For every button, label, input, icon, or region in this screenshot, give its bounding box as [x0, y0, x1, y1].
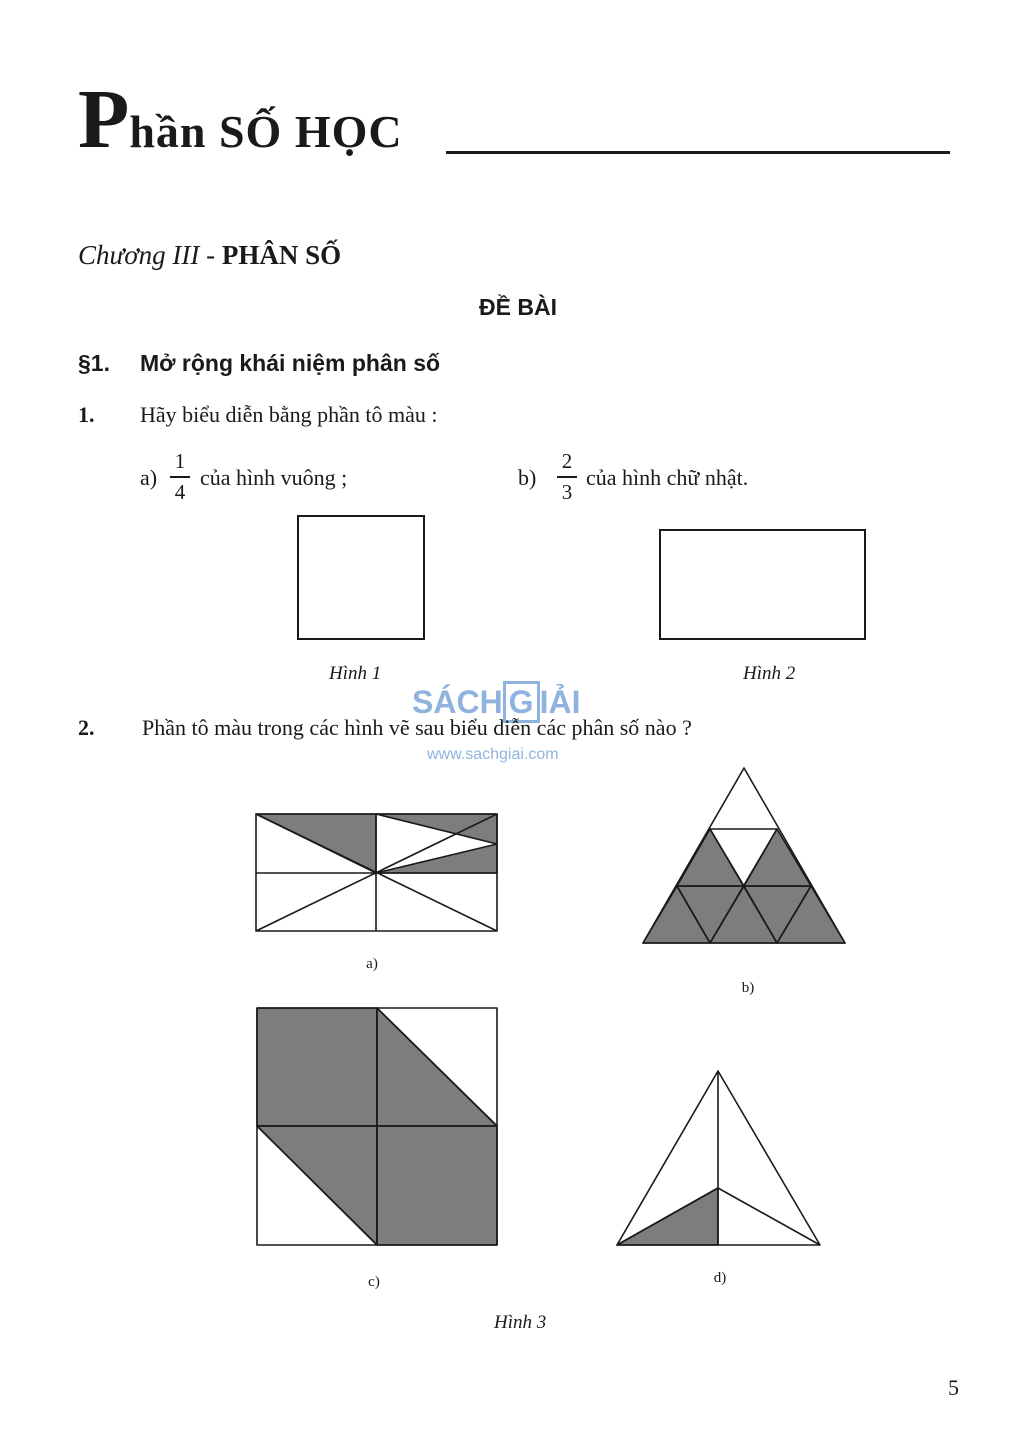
fraction-numerator: 2 — [561, 449, 573, 473]
chapter-separator: - — [199, 240, 222, 270]
exercise-1a-label: a) — [140, 465, 158, 490]
chapter-title: PHÂN SỐ — [221, 240, 342, 270]
figure-2-caption: Hình 2 — [743, 663, 796, 684]
figure-3-caption: Hình 3 — [494, 1312, 547, 1333]
shaded-piece — [376, 844, 497, 873]
figure-3d — [617, 1071, 820, 1245]
exercise-2-number: 2. — [78, 715, 95, 740]
fraction-denominator: 3 — [561, 479, 573, 504]
figure-3c — [257, 1008, 497, 1245]
exercise-1a-text: của hình vuông ; — [200, 465, 348, 490]
figure-3b-label: b) — [741, 980, 755, 996]
figure-1-caption: Hình 1 — [329, 663, 382, 684]
exercises-heading: ĐỀ BÀI — [479, 294, 557, 320]
fraction-denominator: 4 — [174, 479, 186, 504]
exercise-1-text: Hãy biểu diễn bằng phần tô màu : — [140, 402, 438, 427]
figure-3a-label: a) — [366, 956, 378, 972]
part-title-rest: hần SỐ HỌC — [129, 106, 403, 157]
watermark-brand-box: G — [503, 681, 540, 723]
shaded-piece — [677, 829, 744, 886]
exercise-1b-text: của hình chữ nhật. — [586, 465, 749, 490]
shaded-piece — [377, 1126, 497, 1245]
figure-3b — [643, 768, 845, 943]
section-title: Mở rộng khái niệm phân số — [140, 350, 441, 376]
section-number: §1. — [78, 350, 110, 376]
divider — [718, 1188, 820, 1245]
exercise-1b-label: b) — [518, 465, 537, 490]
shaded-piece — [376, 814, 497, 844]
shaded-piece — [257, 1008, 377, 1126]
watermark-url: www.sachgiai.com — [427, 746, 559, 763]
watermark-brand-right: IẢI — [539, 684, 581, 720]
exercise-2-text: Phần tô màu trong các hình vẽ sau biểu diễn các phân số nào ? — [142, 715, 692, 740]
figure-3a — [256, 814, 497, 931]
shaded-piece — [744, 829, 811, 886]
page-number: 5 — [948, 1375, 959, 1400]
fraction-numerator: 1 — [174, 449, 186, 473]
figure-3d-label: d) — [713, 1270, 727, 1286]
part-title-initial: P — [78, 73, 130, 166]
figure-3c-label: c) — [368, 1274, 380, 1290]
exercise-1-number: 1. — [78, 402, 95, 427]
watermark-brand-left: SÁCH — [412, 684, 503, 720]
chapter-label: Chương III — [78, 240, 200, 270]
